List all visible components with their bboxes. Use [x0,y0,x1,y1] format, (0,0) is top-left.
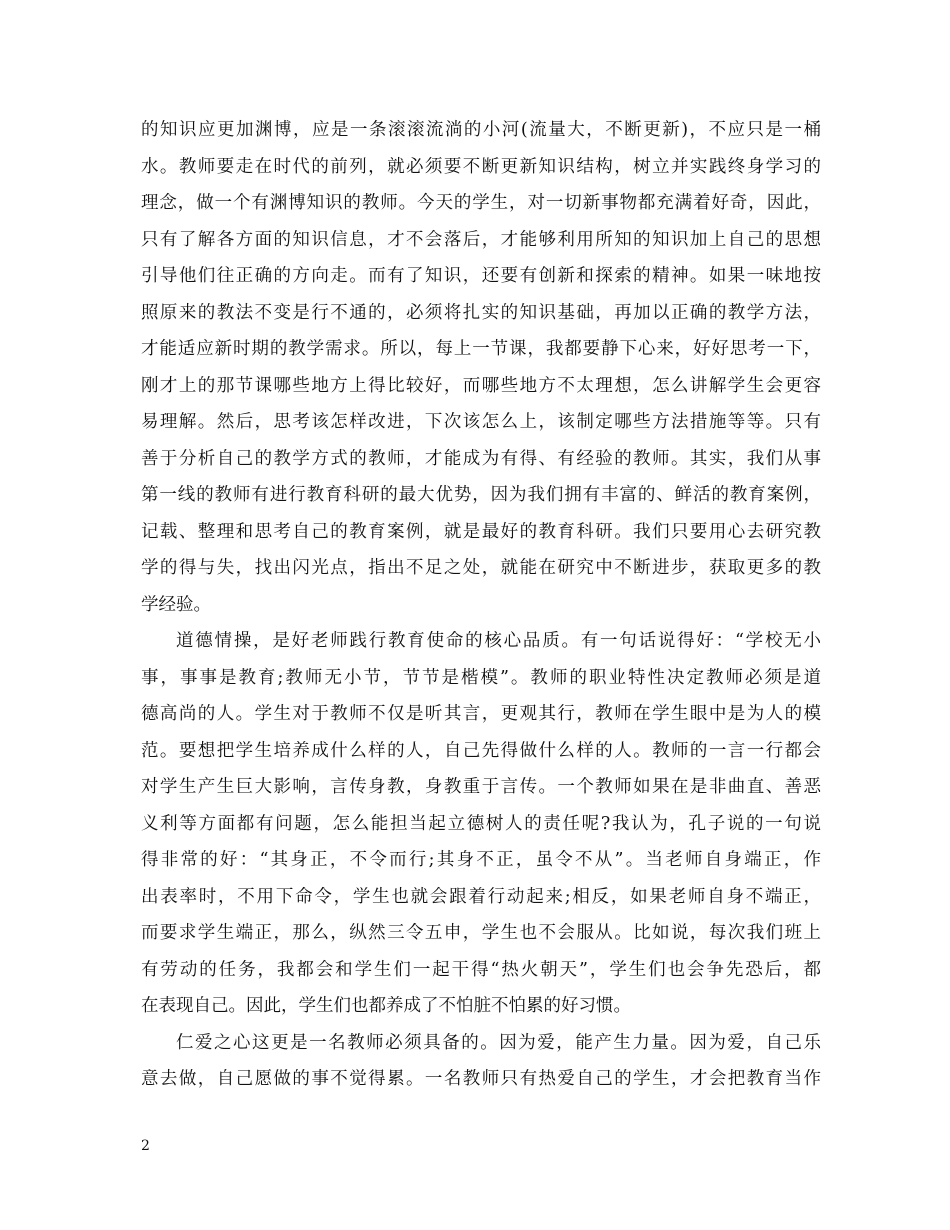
text-line: 范。要想把学生培养成什么样的人，自己先得做什么样的人。教师的一言一行都会 [141,740,821,761]
text-line: 而要求学生端正，那么，纵然三令五申，学生也不会服从。比如说，每次我们班上 [141,923,821,943]
text-line: 引导他们往正确的方向走。而有了知识，还要有创新和探索的精神。如果一味地按 [141,266,821,286]
text-line: 义利等方面都有问题，怎么能担当起立德树人的责任呢?我认为，孔子说的一句说 [141,813,821,834]
text-line: 有劳动的任务，我都会和学生们一起干得“热火朝天”，学生们也会争先恐后，都 [141,959,821,980]
text-line: 才能适应新时期的教学需求。所以，每上一节课，我都要静下心来，好好思考一下， [141,339,821,359]
text-line: 得非常的好：“其身正，不令而行;其身不正，虽令不从”。当老师自身端正，作 [141,850,821,870]
text-line: 学的得与失，找出闪光点，指出不足之处，就能在研究中不断进步，获取更多的教 [141,558,821,578]
body-text [141,112,821,1098]
text-line: 水。教师要走在时代的前列，就必须要不断更新知识结构，树立并实践终身学习的 [141,156,821,177]
text-line: 意去做，自己愿做的事不觉得累。一名教师只有热爱自己的学生，才会把教育当作 [141,1069,821,1089]
text-line: 在表现自己。因此，学生们也都养成了不怕脏不怕累的好习惯。 [141,996,631,1016]
text-line: 刚才上的那节课哪些地方上得比较好，而哪些地方不太理想，怎么讲解学生会更容 [141,375,821,396]
page-number: 2 [141,1138,150,1154]
paragraph-first-line: 仁爱之心这更是一名教师必须具备的。因为爱，能产生力量。因为爱，自己乐 [176,1032,821,1053]
text-line: 理念，做一个有渊博知识的教师。今天的学生，对一切新事物都充满着好奇，因此， [141,193,821,213]
text-line: 出表率时，不用下命令，学生也就会跟着行动起来;相反，如果老师自身不端正， [141,886,821,907]
text-line: 只有了解各方面的知识信息，才不会落后，才能够利用所知的知识加上自己的思想 [141,229,821,250]
text-line: 善于分析自己的教学方式的教师，才能成为有得、有经验的教师。其实，我们从事 [141,448,821,469]
text-line: 照原来的教法不变是行不通的，必须将扎实的知识基础，再加以正确的教学方法， [141,302,821,323]
text-line: 第一线的教师有进行教育科研的最大优势，因为我们拥有丰富的、鲜活的教育案例， [141,485,821,505]
text-line: 的知识应更加渊博，应是一条滚滚流淌的小河(流量大，不断更新)，不应只是一桶 [141,120,821,140]
text-line: 学经验。 [141,594,211,615]
text-line: 事，事事是教育;教师无小节，节节是楷模”。教师的职业特性决定教师必须是道 [141,667,821,688]
text-line: 对学生产生巨大影响，言传身教，身教重于言传。一个教师如果在是非曲直、善恶 [141,777,821,797]
text-line: 德高尚的人。学生对于教师不仅是听其言，更观其行，教师在学生眼中是为人的模 [141,704,821,724]
text-line: 记载、整理和思考自己的教育案例，就是最好的教育科研。我们只要用心去研究教 [141,521,821,542]
paragraph-first-line: 道德情操，是好老师践行教育使命的核心品质。有一句话说得好：“学校无小 [176,631,821,651]
text-line: 易理解。然后，思考该怎样改进，下次该怎么上，该制定哪些方法措施等等。只有 [141,412,821,432]
